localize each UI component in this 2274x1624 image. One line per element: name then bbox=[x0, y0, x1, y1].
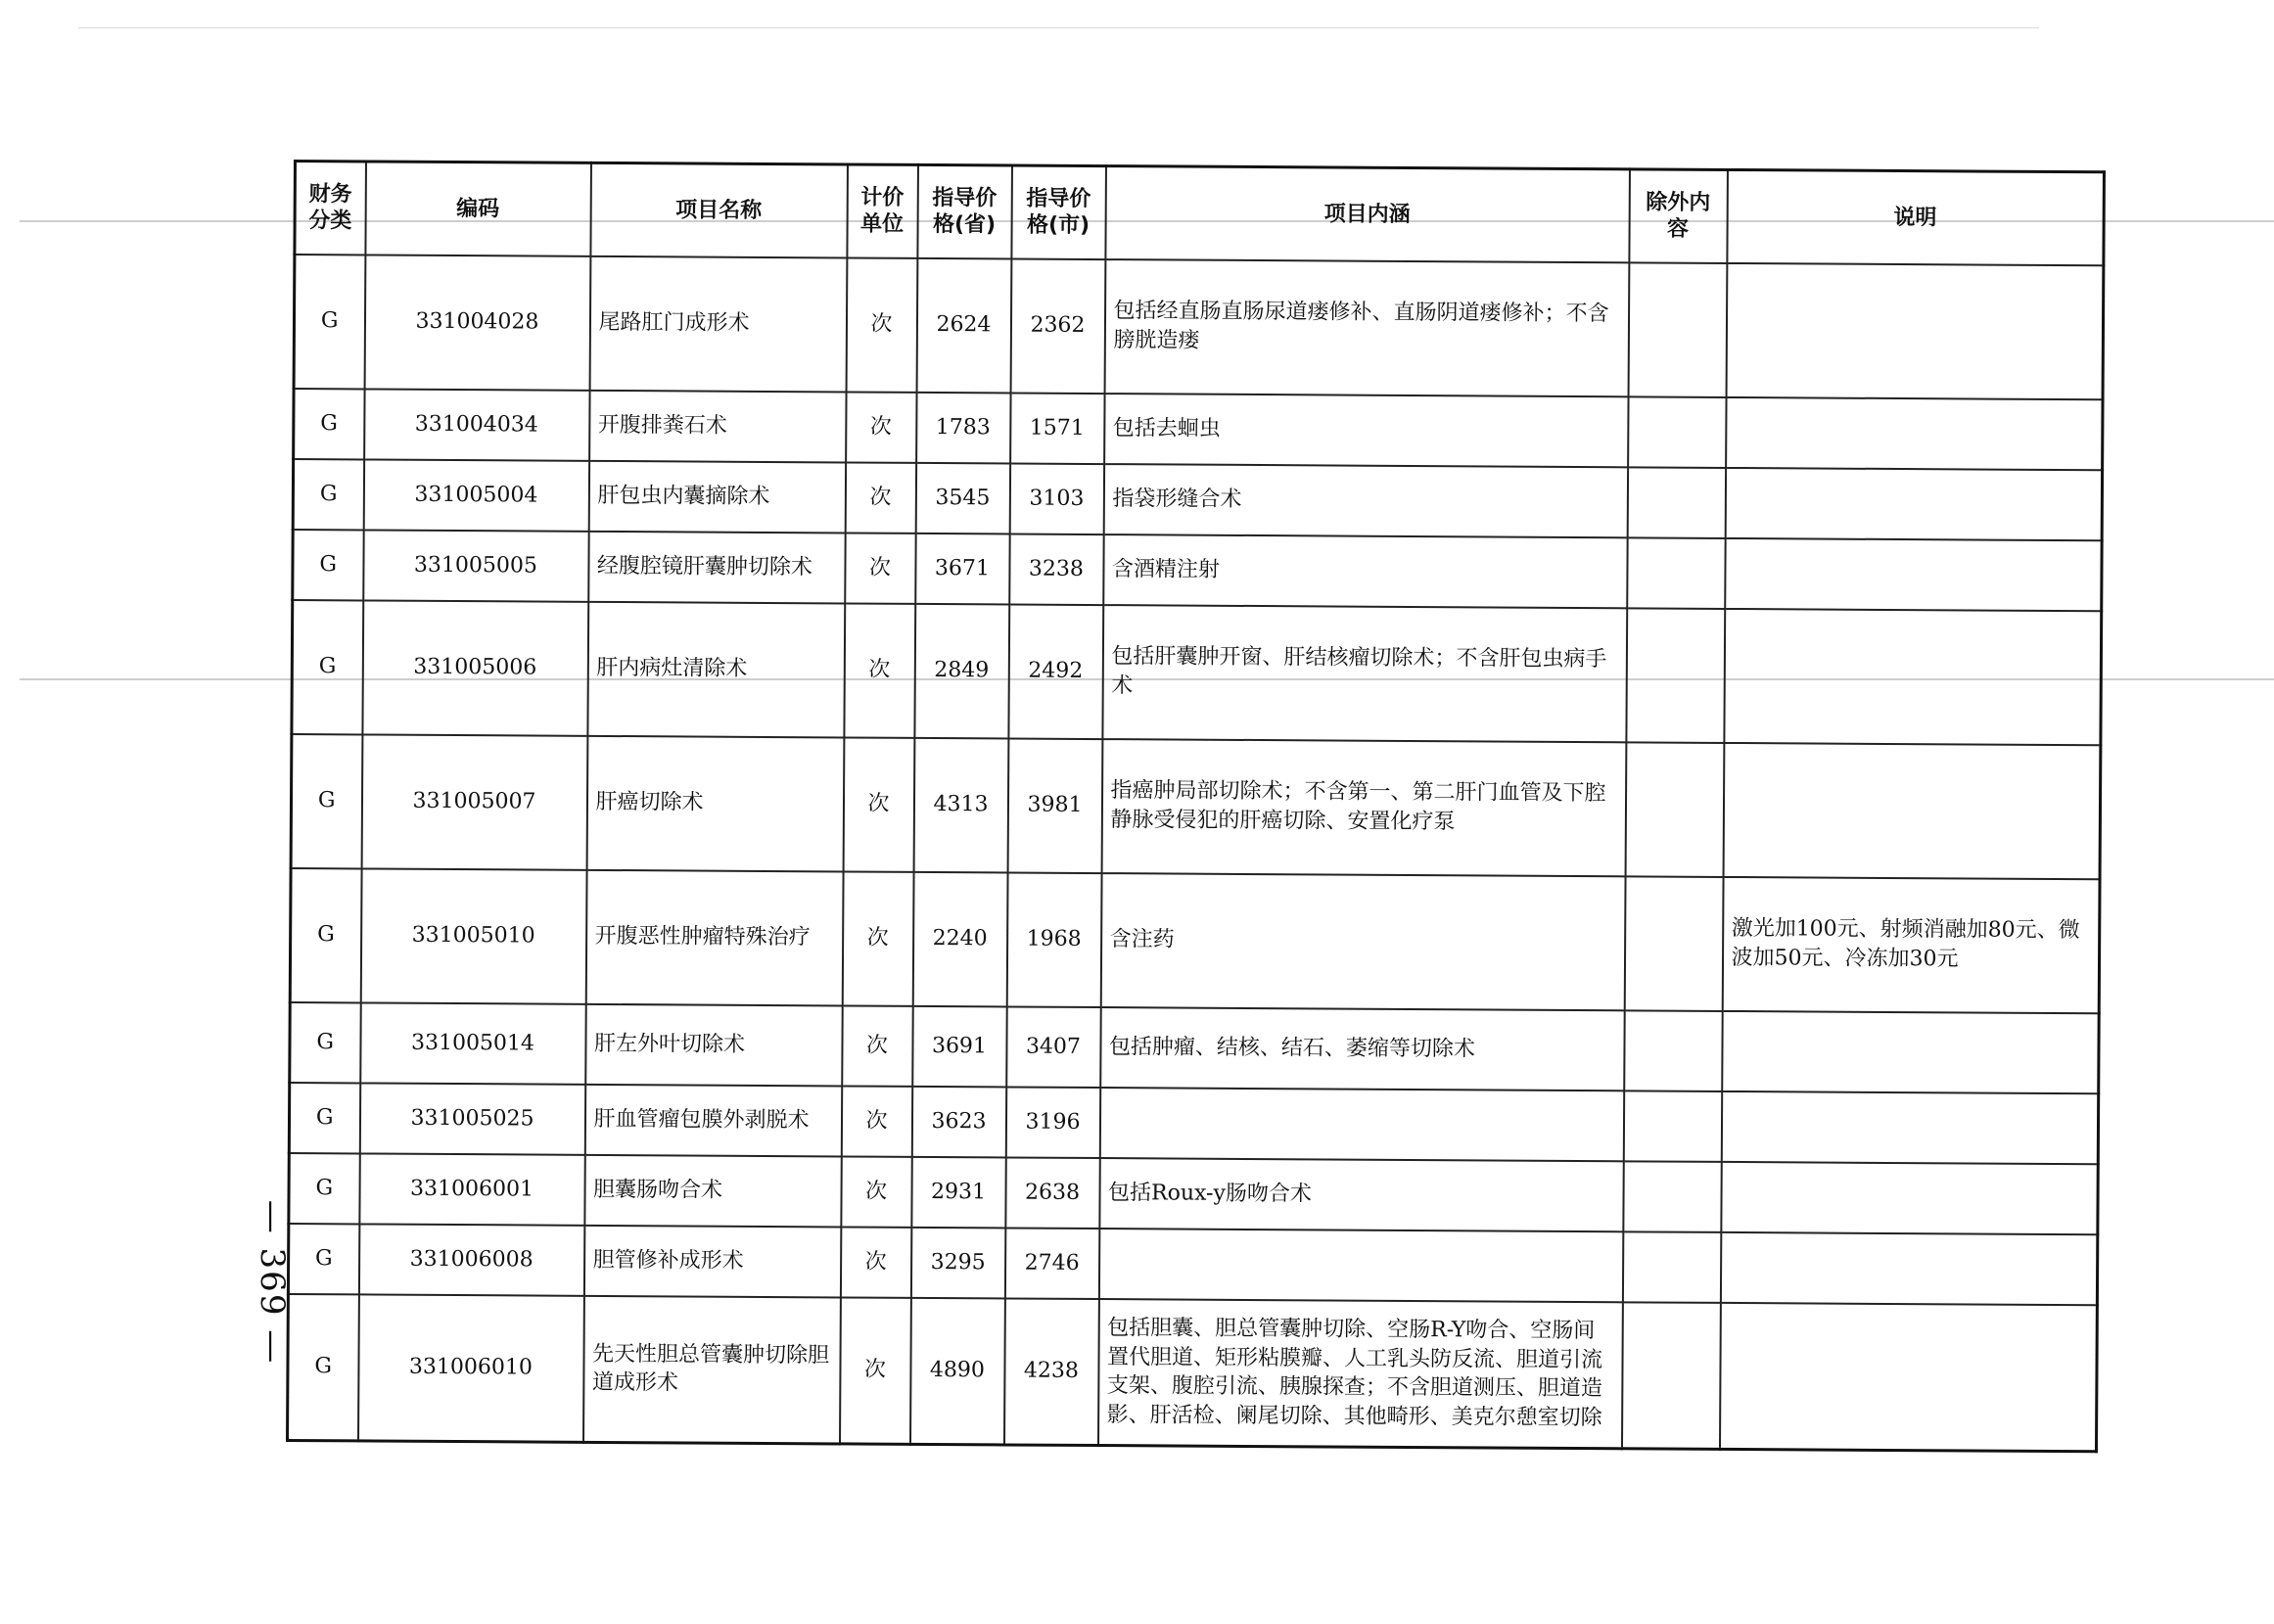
cell-unit: 次 bbox=[842, 1005, 912, 1086]
cell-unit: 次 bbox=[846, 257, 917, 392]
cell-category: G bbox=[289, 1152, 359, 1223]
cell-price-prov: 3691 bbox=[912, 1005, 1006, 1087]
fee-table bbox=[286, 160, 2106, 1453]
cell-excluded bbox=[1628, 262, 1727, 397]
table-header-row bbox=[295, 162, 2105, 265]
header-content: 项目内涵 bbox=[1105, 166, 1630, 262]
cell-category: G bbox=[288, 1293, 359, 1440]
cell-price-city: 1571 bbox=[1010, 393, 1104, 464]
cell-price-city: 3238 bbox=[1009, 534, 1103, 605]
cell-price-city: 3981 bbox=[1007, 738, 1102, 873]
cell-price-prov: 2624 bbox=[916, 257, 1011, 393]
cell-notes bbox=[1721, 1161, 2098, 1233]
cell-excluded bbox=[1623, 1161, 1721, 1232]
table-row bbox=[289, 1082, 2098, 1163]
cell-content: 含注药 bbox=[1100, 873, 1625, 1010]
cell-price-city: 3407 bbox=[1006, 1006, 1100, 1088]
cell-name: 经腹腔镜肝囊肿切除术 bbox=[588, 531, 845, 603]
cell-notes bbox=[1723, 742, 2101, 878]
cell-content: 包括经直肠直肠尿道瘘修补、直肠阴道瘘修补；不含膀胱造瘘 bbox=[1104, 259, 1629, 396]
cell-excluded bbox=[1622, 1231, 1720, 1303]
cell-notes bbox=[1720, 1231, 2097, 1304]
table-row bbox=[291, 733, 2101, 878]
cell-price-prov: 3623 bbox=[911, 1086, 1005, 1157]
cell-price-prov: 2849 bbox=[914, 603, 1009, 738]
cell-price-city: 4238 bbox=[1003, 1298, 1098, 1446]
cell-notes bbox=[1719, 1302, 2097, 1451]
cell-code: 331005004 bbox=[363, 459, 588, 531]
cell-unit: 次 bbox=[839, 1297, 910, 1444]
cell-content: 包括去蛔虫 bbox=[1104, 394, 1628, 467]
cell-price-city: 1968 bbox=[1006, 872, 1101, 1007]
cell-excluded bbox=[1624, 1010, 1722, 1091]
cell-unit: 次 bbox=[844, 603, 915, 737]
cell-code: 331006010 bbox=[358, 1294, 584, 1442]
cell-notes bbox=[1721, 1090, 2098, 1163]
cell-content: 含酒精注射 bbox=[1103, 534, 1627, 608]
table-row bbox=[292, 600, 2102, 745]
cell-category: G bbox=[290, 1001, 360, 1082]
cell-notes bbox=[1725, 467, 2102, 539]
cell-name: 胆管修补成形术 bbox=[583, 1225, 840, 1297]
table-row bbox=[288, 1293, 2098, 1451]
cell-unit: 次 bbox=[840, 1227, 910, 1297]
cell-excluded bbox=[1621, 1302, 1720, 1450]
cell-code: 331004034 bbox=[364, 389, 589, 460]
cell-name: 开腹排粪石术 bbox=[589, 390, 846, 462]
cell-name: 胆囊肠吻合术 bbox=[584, 1154, 841, 1227]
cell-code: 331005006 bbox=[362, 600, 588, 735]
cell-category: G bbox=[294, 255, 365, 389]
cell-excluded bbox=[1626, 608, 1725, 743]
cell-price-prov: 1783 bbox=[916, 392, 1010, 463]
cell-excluded bbox=[1627, 467, 1725, 538]
cell-code: 331004028 bbox=[364, 255, 590, 390]
table-row bbox=[290, 867, 2100, 1012]
cell-price-prov: 3295 bbox=[910, 1227, 1004, 1298]
cell-code: 331005007 bbox=[361, 734, 587, 869]
cell-category: G bbox=[289, 1082, 359, 1152]
cell-category: G bbox=[293, 530, 363, 600]
cell-content: 包括肿瘤、结核、结石、萎缩等切除术 bbox=[1100, 1007, 1624, 1090]
table-row bbox=[288, 1223, 2097, 1304]
cell-price-prov: 2931 bbox=[911, 1156, 1005, 1228]
cell-excluded bbox=[1623, 1090, 1721, 1162]
cell-name: 肝血管瘤包膜外剥脱术 bbox=[584, 1084, 841, 1156]
cell-content: 指癌肿局部切除术；不含第一、第二肝门血管及下腔静脉受侵犯的肝癌切除、安置化疗泵 bbox=[1101, 739, 1626, 876]
cell-name: 肝癌切除术 bbox=[586, 735, 844, 871]
cell-category: G bbox=[292, 600, 363, 734]
cell-unit: 次 bbox=[841, 1156, 911, 1227]
header-unit: 计价单位 bbox=[847, 164, 918, 257]
table-row bbox=[289, 1152, 2098, 1233]
cell-code: 331005010 bbox=[360, 868, 586, 1003]
cell-notes bbox=[1726, 396, 2103, 469]
table-row bbox=[294, 255, 2104, 399]
cell-content: 包括胆囊、胆总管囊肿切除、空肠R-Y吻合、空肠间置代胆道、矩形粘膜瓣、人工乳头防反流、胆道引流支架、腹腔引流、胰腺探查；不含胆道测压、胆道造影、肝活检、阑尾切除、其他畸形、美克尔憩室切除 bbox=[1097, 1299, 1622, 1449]
cell-price-city: 3103 bbox=[1009, 463, 1103, 534]
cell-notes bbox=[1725, 537, 2102, 610]
cell-code: 331006001 bbox=[359, 1153, 584, 1225]
header-price-prov: 指导价格(省) bbox=[917, 164, 1012, 258]
cell-price-city: 3196 bbox=[1005, 1087, 1099, 1158]
header-notes: 说明 bbox=[1727, 169, 2105, 264]
cell-content: 包括Roux-y肠吻合术 bbox=[1099, 1158, 1623, 1231]
cell-unit: 次 bbox=[843, 737, 914, 871]
table-row bbox=[293, 530, 2102, 611]
cell-name: 尾路肛门成形术 bbox=[589, 255, 847, 392]
cell-notes bbox=[1722, 1010, 2099, 1092]
cell-name: 开腹恶性肿瘤特殊治疗 bbox=[585, 869, 843, 1005]
cell-name: 先天性胆总管囊肿切除胆道成形术 bbox=[583, 1295, 841, 1444]
cell-excluded bbox=[1627, 537, 1725, 609]
cell-unit: 次 bbox=[846, 392, 916, 462]
cell-name: 肝内病灶清除术 bbox=[587, 601, 845, 737]
cell-price-city: 2362 bbox=[1010, 258, 1105, 394]
table-row bbox=[293, 459, 2102, 540]
cell-unit: 次 bbox=[845, 462, 915, 533]
cell-price-prov: 4890 bbox=[909, 1297, 1004, 1445]
cell-unit: 次 bbox=[842, 871, 913, 1005]
cell-category: G bbox=[294, 389, 364, 459]
cell-unit: 次 bbox=[841, 1086, 911, 1156]
cell-price-city: 2746 bbox=[1004, 1228, 1098, 1299]
header-category: 财务分类 bbox=[295, 162, 366, 255]
cell-content: 指袋形缝合术 bbox=[1103, 464, 1627, 537]
cell-price-city: 2638 bbox=[1005, 1157, 1099, 1229]
cell-category: G bbox=[290, 867, 361, 1001]
header-name: 项目名称 bbox=[590, 162, 848, 257]
cell-code: 331005005 bbox=[363, 530, 588, 601]
cell-excluded bbox=[1625, 742, 1724, 877]
header-excluded: 除外内容 bbox=[1629, 169, 1728, 263]
cell-name: 肝包虫内囊摘除术 bbox=[588, 460, 845, 533]
cell-excluded bbox=[1624, 876, 1723, 1011]
cell-notes bbox=[1726, 262, 2104, 398]
cell-category: G bbox=[293, 459, 363, 530]
cell-content: 包括肝囊肿开窗、肝结核瘤切除术；不含肝包虫病手术 bbox=[1102, 605, 1627, 742]
cell-unit: 次 bbox=[845, 533, 915, 603]
cell-content bbox=[1099, 1088, 1623, 1161]
cell-code: 331005025 bbox=[359, 1083, 584, 1154]
cell-price-prov: 2240 bbox=[912, 871, 1007, 1006]
cell-excluded bbox=[1628, 396, 1726, 468]
cell-category: G bbox=[291, 733, 362, 867]
header-price-city: 指导价格(市) bbox=[1011, 165, 1106, 259]
cell-code: 331005014 bbox=[360, 1002, 585, 1084]
cell-code: 331006008 bbox=[358, 1224, 583, 1295]
cell-category: G bbox=[288, 1223, 358, 1293]
page-number-text: — 369 — bbox=[253, 1199, 292, 1366]
table-row bbox=[290, 1001, 2099, 1092]
table-row bbox=[294, 389, 2103, 470]
scan-line bbox=[78, 27, 2039, 28]
cell-price-prov: 4313 bbox=[913, 737, 1008, 872]
cell-price-prov: 3545 bbox=[915, 462, 1009, 534]
cell-content bbox=[1098, 1229, 1622, 1302]
cell-price-prov: 3671 bbox=[915, 533, 1009, 604]
cell-name: 肝左外叶切除术 bbox=[585, 1003, 842, 1086]
cell-notes bbox=[1724, 608, 2102, 744]
header-code: 编码 bbox=[365, 162, 591, 255]
cell-price-city: 2492 bbox=[1008, 604, 1103, 739]
cell-notes: 激光加100元、射频消融加80元、微波加50元、冷冻加30元 bbox=[1722, 876, 2100, 1012]
